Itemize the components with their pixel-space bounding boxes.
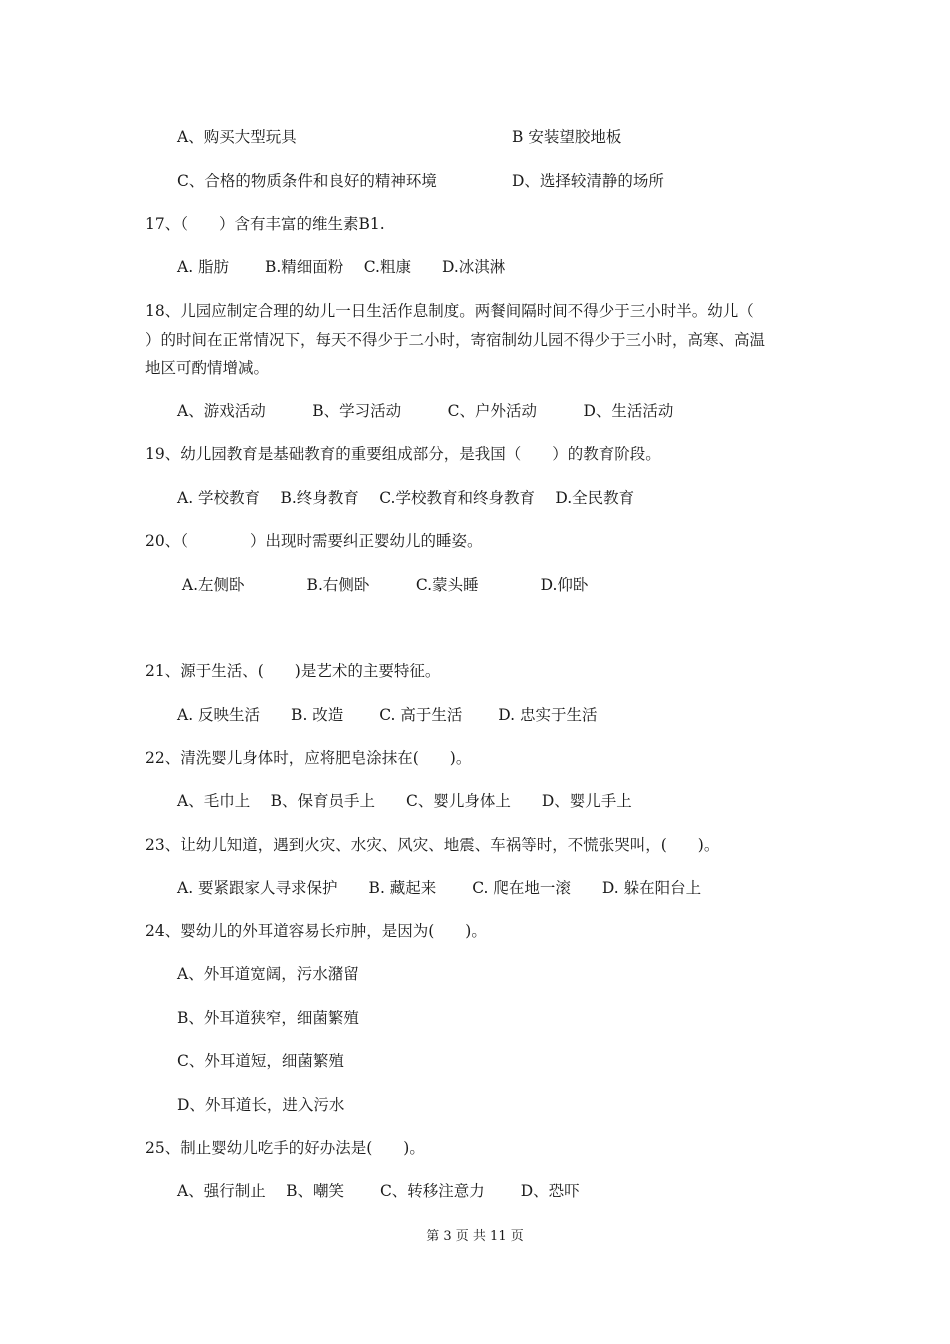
q16-option-b: B 安装望胶地板 [512, 128, 622, 146]
q19-options: A. 学校教育 B.终身教育 C.学校教育和终身教育 D.全民教育 [177, 489, 635, 507]
q20-options: A.左侧卧 B.右侧卧 C.蒙头睡 D.仰卧 [177, 576, 589, 594]
question-25: 25、制止婴幼儿吃手的好办法是( )。 [145, 1139, 425, 1157]
q24-option-c: C、外耳道短，细菌繁殖 [177, 1052, 344, 1070]
q16-option-a: A、购买大型玩具 [177, 128, 297, 146]
question-21: 21、源于生活、( )是艺术的主要特征。 [145, 662, 441, 680]
q16-option-d: D、选择较清静的场所 [512, 172, 664, 190]
q21-options: A. 反映生活 B. 改造 C. 高于生活 D. 忠实于生活 [177, 706, 598, 724]
q24-option-a: A、外耳道宽阔，污水潴留 [177, 965, 359, 983]
question-23: 23、让幼儿知道，遇到火灾、水灾、风灾、地震、车祸等时，不慌张哭叫，( )。 [145, 836, 720, 854]
q23-options: A. 要紧跟家人寻求保护 B. 藏起来 C. 爬在地一滚 D. 躲在阳台上 [177, 879, 702, 897]
question-18-line-2: ）的时间在正常情况下，每天不得少于二小时，寄宿制幼儿园不得少于三小时，高寒、高温 [145, 331, 766, 349]
q18-options: A、游戏活动 B、学习活动 C、户外活动 D、生活活动 [177, 402, 674, 420]
question-20: 20、（ ）出现时需要纠正婴幼儿的睡姿。 [145, 532, 483, 550]
q24-option-b: B、外耳道狭窄，细菌繁殖 [177, 1009, 359, 1027]
q25-options: A、强行制止 B、嘲笑 C、转移注意力 D、恐吓 [177, 1182, 580, 1200]
question-18-line-1: 18、儿园应制定合理的幼儿一日生活作息制度。两餐间隔时间不得少于三小时半。幼儿（ [145, 302, 754, 320]
question-22: 22、清洗婴儿身体时，应将肥皂涂抹在( )。 [145, 749, 472, 767]
page-footer: 第 3 页 共 11 页 [426, 1229, 524, 1244]
q16-option-c: C、合格的物质条件和良好的精神环境 [177, 172, 437, 190]
q17-options: A. 脂肪 B.精细面粉 C.粗康 D.冰淇淋 [177, 258, 506, 276]
question-17: 17、（ ）含有丰富的维生素B1. [145, 215, 385, 233]
q24-option-d: D、外耳道长，进入污水 [177, 1096, 345, 1114]
question-24: 24、婴幼儿的外耳道容易长疖肿，是因为( )。 [145, 922, 487, 940]
q22-options: A、毛巾上 B、保育员手上 C、婴儿身体上 D、婴儿手上 [177, 792, 632, 810]
question-18-line-3: 地区可酌情增减。 [145, 359, 270, 377]
question-19: 19、幼儿园教育是基础教育的重要组成部分，是我国（ ）的教育阶段。 [145, 445, 661, 463]
